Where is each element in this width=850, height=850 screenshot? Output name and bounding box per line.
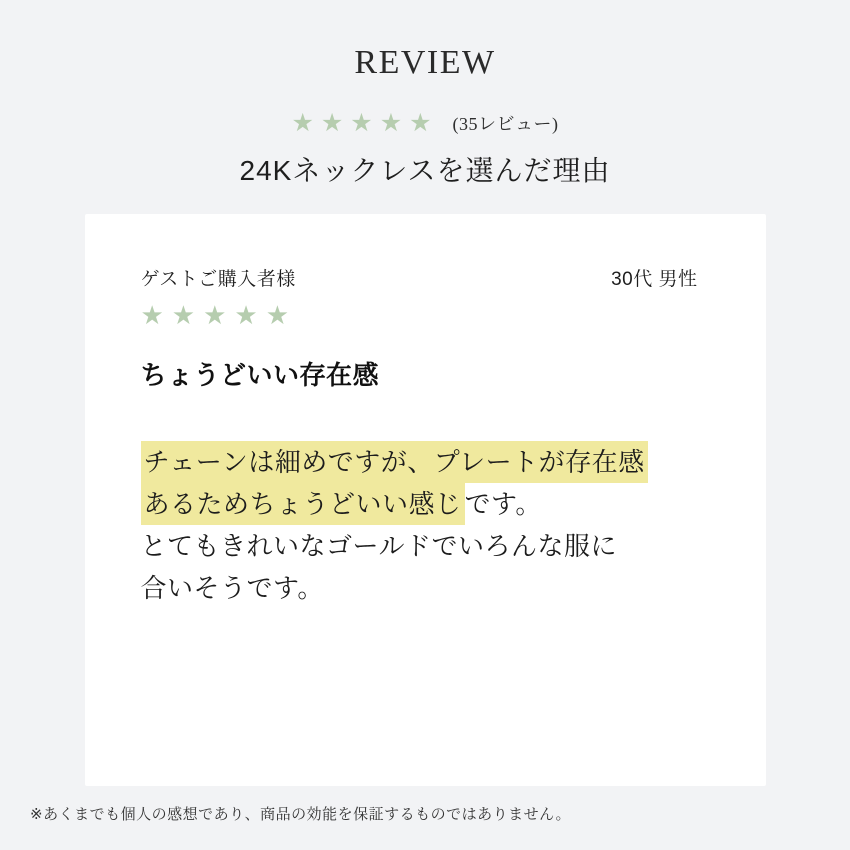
review-body-line (141, 441, 698, 483)
star-rating-icons: ★★★★★ (140, 300, 298, 330)
highlighted-text: あるためちょうどいい感じ (141, 483, 465, 525)
disclaimer-note: ※あくまでも個人の感想であり、商品の効能を保証するものではありません。 (30, 806, 571, 823)
review-title: ちょうどいい存在感 (140, 360, 380, 390)
review-body (141, 441, 698, 609)
review-count-label: (35レビュー) (452, 114, 559, 134)
plain-text: とてもきれいなゴールドでいろんな服に (140, 531, 617, 561)
plain-text: です。 (464, 489, 542, 519)
reviewer-demographic: 30代 男性 (611, 269, 698, 290)
star-rating-icons: ★★★★★ (291, 108, 439, 137)
section-title: REVIEW (354, 44, 496, 81)
highlighted-text: チェーンは細めですが、プレートが存在感 (141, 441, 648, 483)
rating-summary (0, 108, 850, 138)
review-body-line (141, 525, 698, 567)
plain-text: 合いそうです。 (140, 573, 324, 603)
review-header (0, 0, 850, 188)
reviewer-name: ゲストご購入者様 (140, 269, 296, 290)
review-body-line (141, 567, 698, 609)
review-body-line (141, 483, 698, 525)
review-card (85, 214, 766, 786)
page-heading: 24Kネックレスを選んだ理由 (239, 155, 611, 186)
reviewer-row (141, 264, 698, 291)
